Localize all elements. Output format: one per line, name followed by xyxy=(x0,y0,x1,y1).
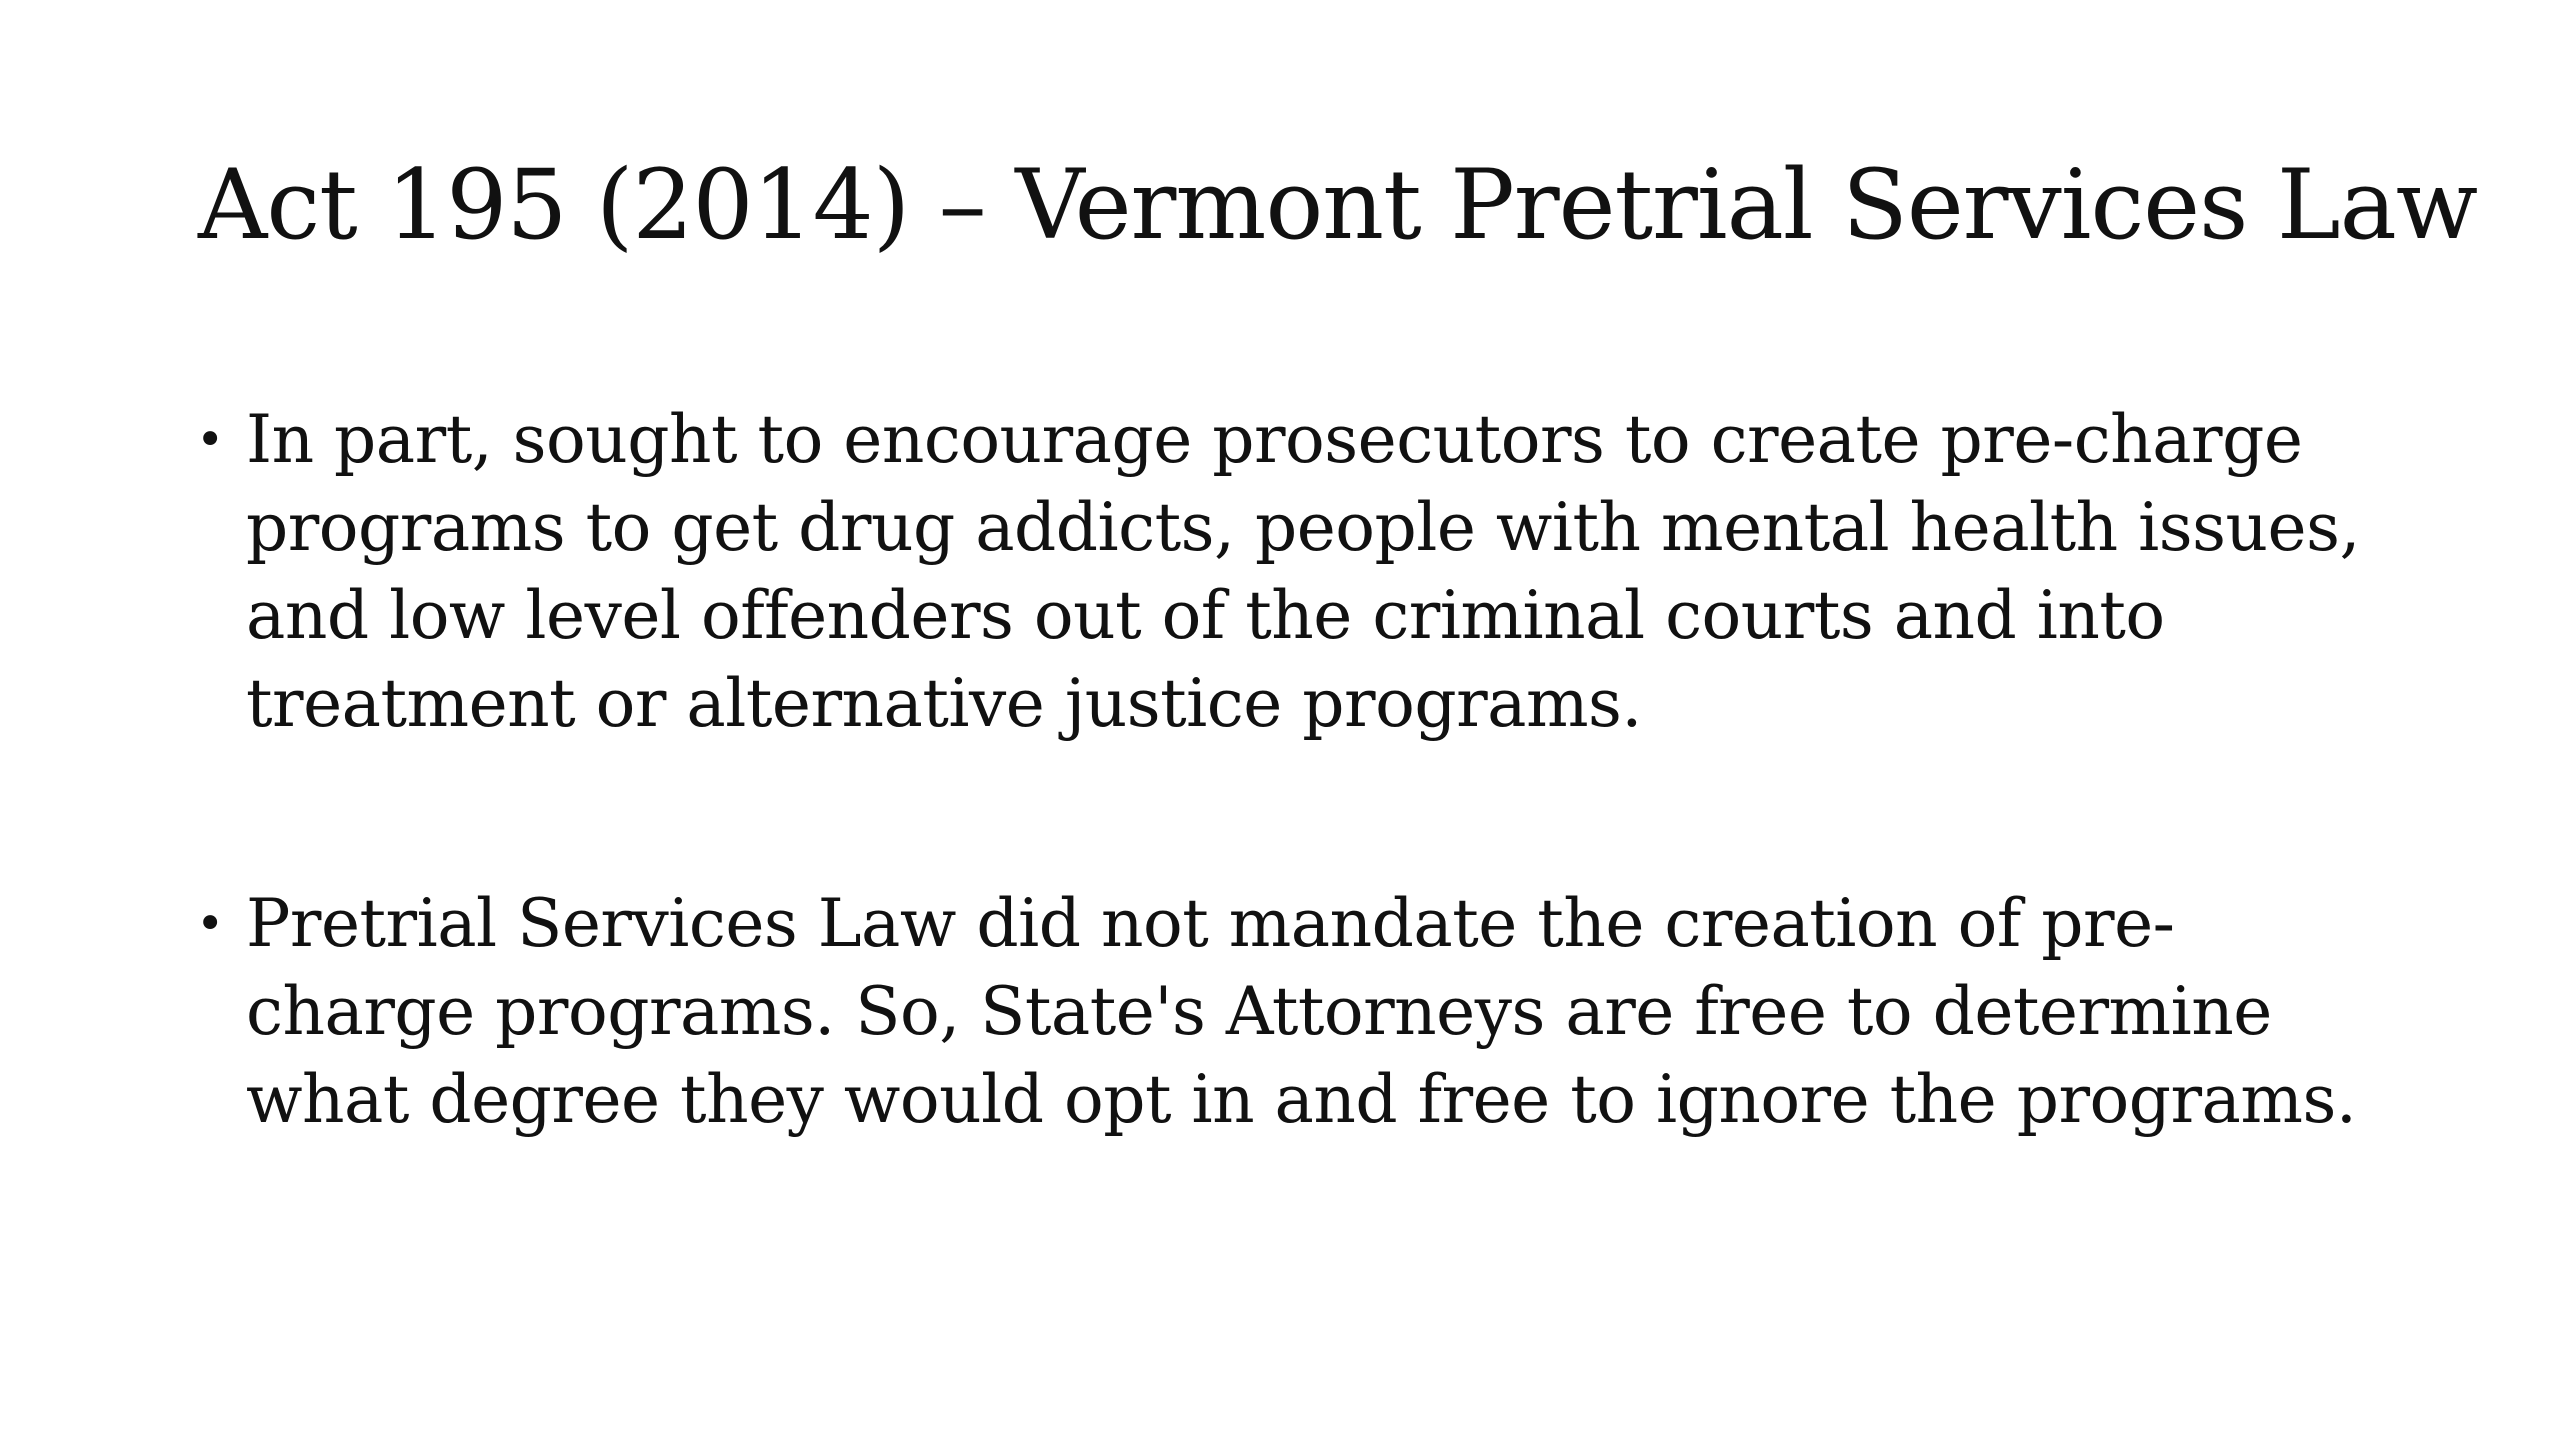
bullet-dot-icon: • xyxy=(196,412,224,468)
bullet-text: In part, sought to encourage prosecutors to create pre-charge programs to get drug addicts, people with mental health issues, and low level offenders out of the criminal courts and into treatment or alternative justice programs. xyxy=(246,401,2360,742)
bullet-list-1 xyxy=(196,396,2396,748)
bullet-text: Pretrial Services Law did not mandate the creation of pre-charge programs. So, State's Attorneys are free to determine what degree they would opt in and free to ignore the programs. xyxy=(246,885,2357,1138)
bullet-dot-icon: • xyxy=(196,896,224,952)
bullet-item xyxy=(196,880,2396,1144)
bullet-list-2 xyxy=(196,880,2396,1144)
slide-title: Act 195 (2014) – Vermont Pretrial Services Law xyxy=(198,149,2477,261)
bullet-item xyxy=(196,396,2396,748)
